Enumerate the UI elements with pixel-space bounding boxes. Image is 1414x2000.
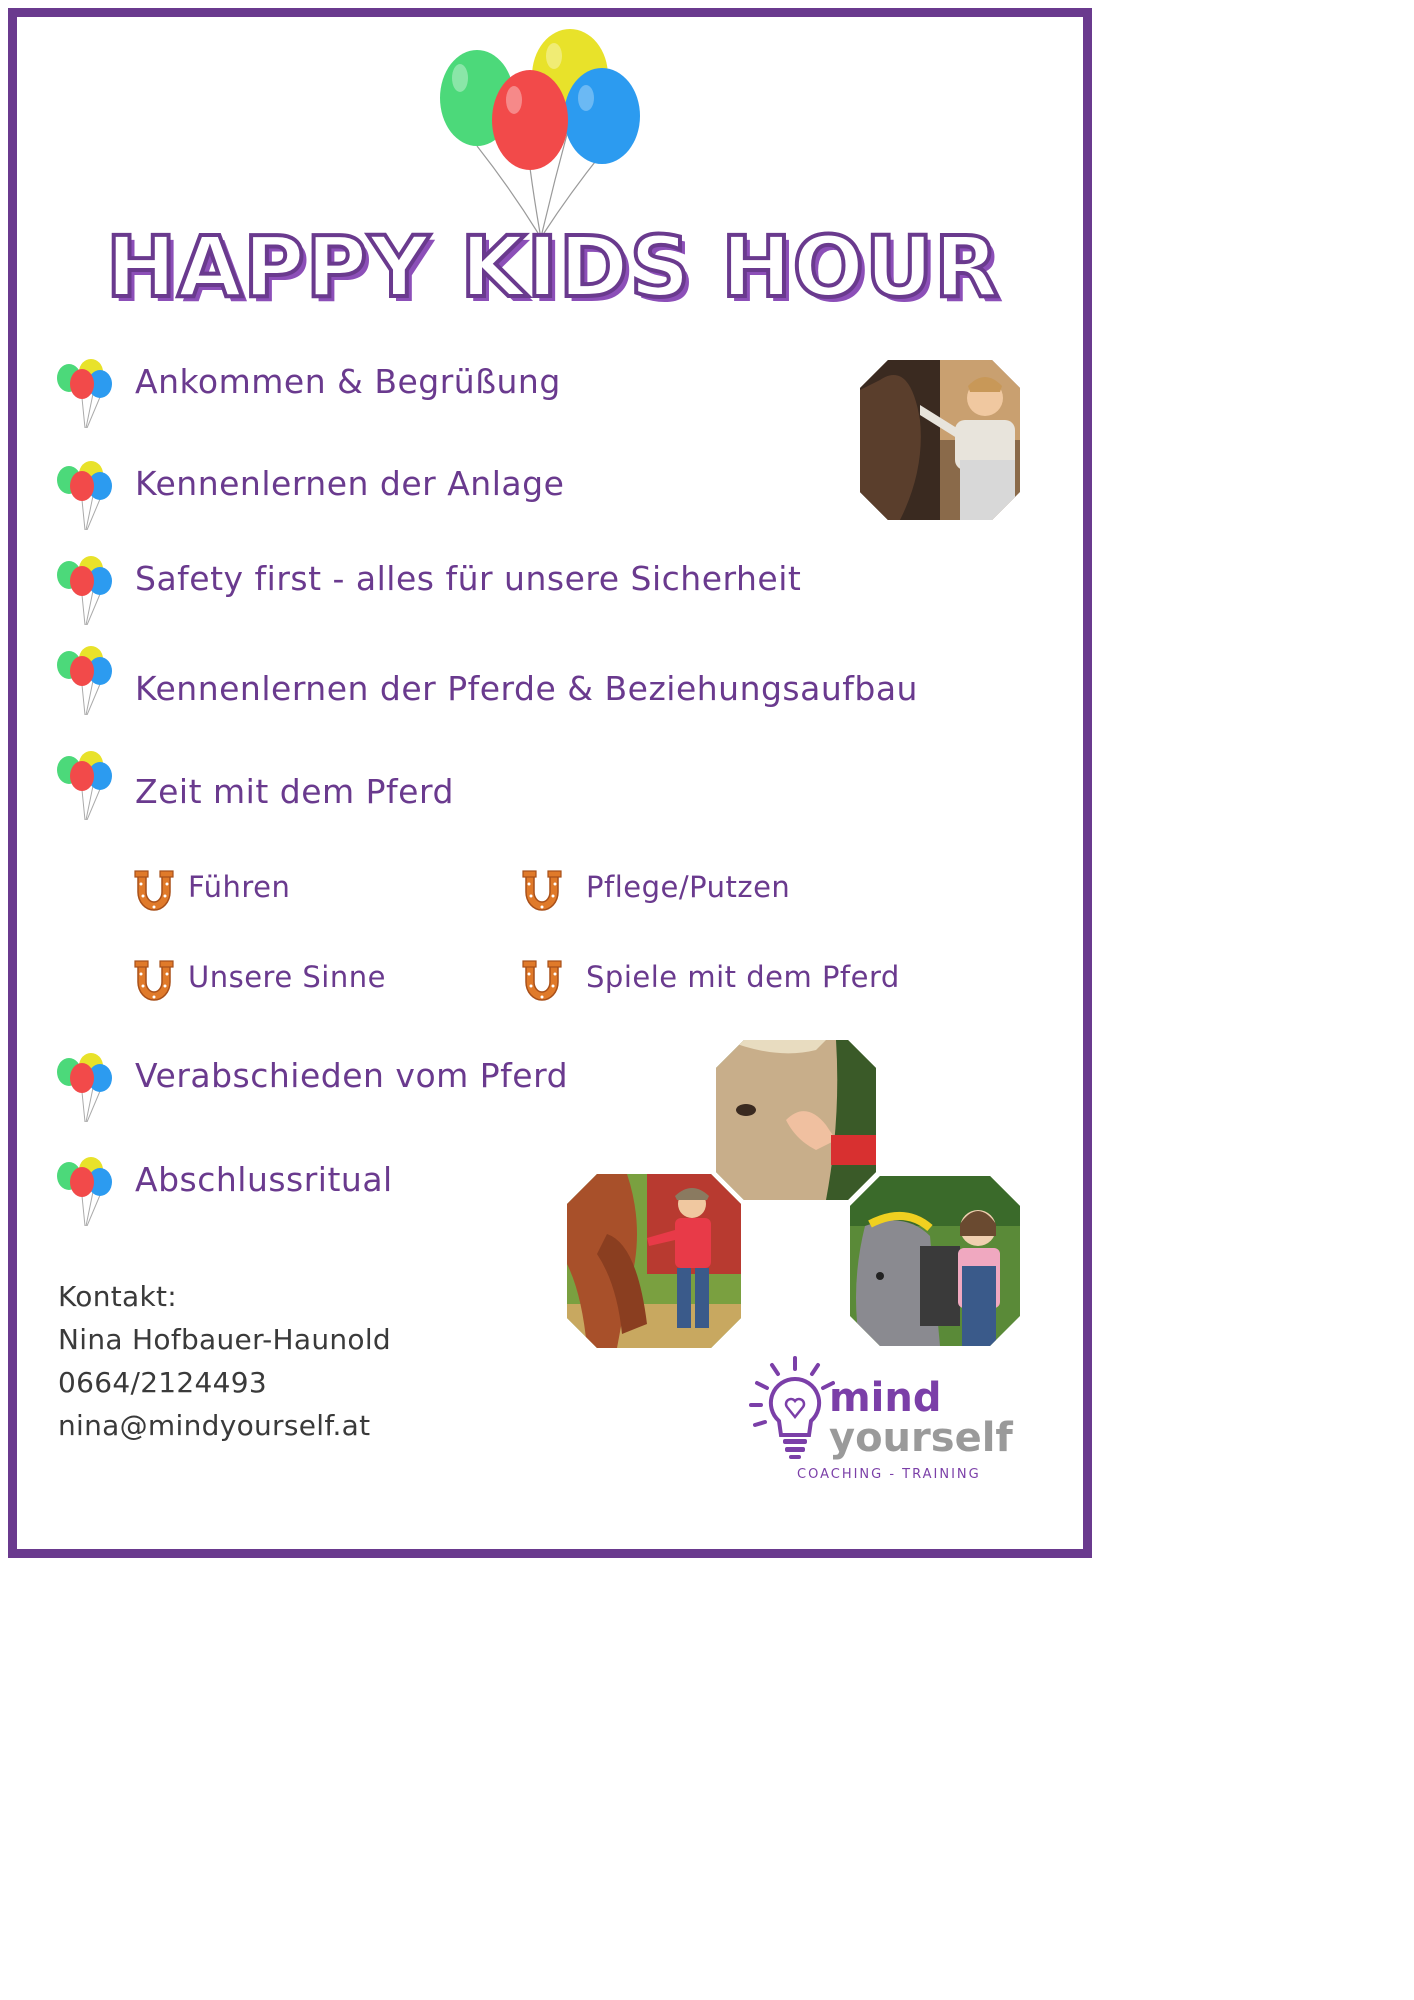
agenda-item-label: Kennenlernen der Pferde & Beziehungsaufbau [135,669,918,708]
activity-item [132,958,532,1010]
contact-phone[interactable]: 0664/2124493 [58,1366,267,1399]
agenda-item [55,750,1015,820]
agenda-item-label: Ankommen & Begrüßung [135,362,561,401]
horseshoe-icon [132,958,176,1008]
activity-label: Spiele mit dem Pferd [586,960,900,994]
balloons-icon [55,358,115,428]
balloons-icon [55,1156,115,1226]
contact-email[interactable]: nina@mindyourself.at [58,1409,371,1442]
horseshoe-icon [132,868,176,918]
mind-yourself-logo [745,1355,1035,1485]
agenda-item [55,555,1015,625]
photo-boy-with-horse [567,1174,741,1348]
balloons-icon [55,460,115,530]
activity-label: Pflege/Putzen [586,870,791,904]
photo-child-petting-horse [860,360,1020,520]
logo-tagline: COACHING - TRAINING [797,1467,981,1482]
agenda-item-label: Safety first - alles für unsere Sicherheit [135,559,802,598]
logo-word-mind: mind [829,1375,942,1421]
agenda-item-label: Zeit mit dem Pferd [135,772,454,811]
page-title: HAPPY KIDS HOUR [106,218,1000,316]
activity-item [520,958,920,1010]
balloons-icon [55,1052,115,1122]
contact-block [58,1275,391,1447]
contact-heading: Kontakt: [58,1280,178,1313]
contact-name: Nina Hofbauer-Haunold [58,1323,391,1356]
horseshoe-icon [520,958,564,1008]
agenda-item-label: Verabschieden vom Pferd [135,1056,569,1095]
activity-item [132,868,532,920]
logo-word-yourself: yourself [829,1415,1013,1461]
lightbulb-heart-icon [745,1355,835,1465]
activity-label: Führen [188,870,291,904]
agenda-item-label: Abschlussritual [135,1160,393,1199]
activity-item [520,868,920,920]
balloons-icon [55,645,115,715]
balloons-icon [55,750,115,820]
agenda-item-label: Kennenlernen der Anlage [135,464,565,503]
photo-girl-with-pony [850,1176,1020,1346]
horseshoe-icon [520,868,564,918]
agenda-item [55,645,1015,715]
activity-label: Unsere Sinne [188,960,386,994]
hero-balloons-icon [430,28,660,238]
balloons-icon [55,555,115,625]
